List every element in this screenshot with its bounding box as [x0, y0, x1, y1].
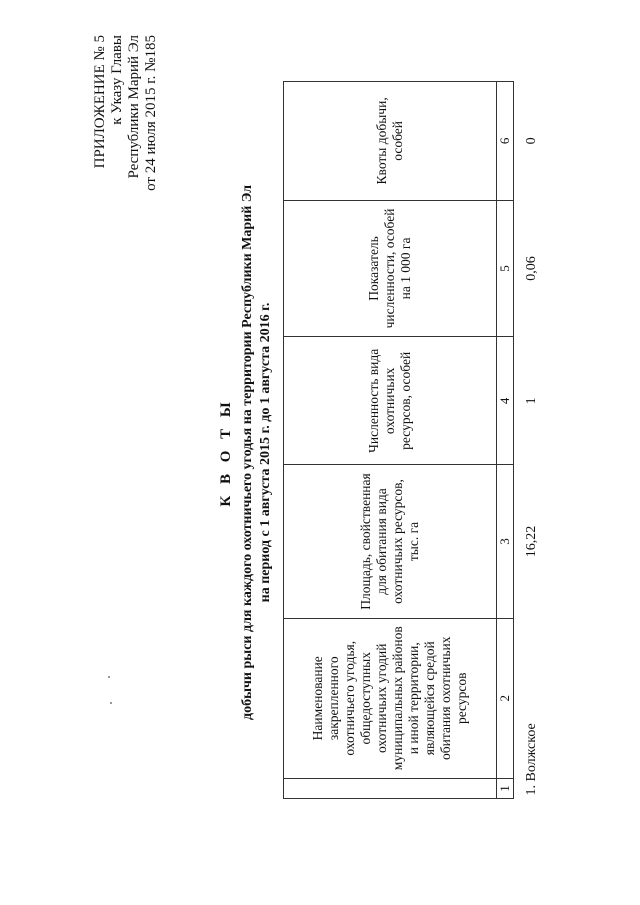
header-cell-number	[284, 778, 497, 798]
appendix-block	[92, 35, 160, 275]
table-header-row	[284, 82, 497, 799]
row-region: 1. Волжское	[524, 723, 539, 796]
row-index: 0,06	[524, 256, 539, 281]
column-number: 4	[497, 337, 514, 465]
table-row	[514, 82, 551, 799]
appendix-line-1: ПРИЛОЖЕНИЕ № 5	[92, 35, 108, 169]
appendix-line-2: к Указу Главы	[109, 35, 125, 125]
appendix-line-4: от 24 июля 2015 г. №185	[143, 35, 159, 191]
header-cell-index: Показатель численности, особей на 1 000 га	[284, 200, 497, 336]
column-number: 2	[497, 618, 514, 778]
document-subtitle: добычи рыси для каждого охотничьего угодья на территории Республики Марий Эл	[240, 185, 255, 720]
row-area: 16,22	[524, 525, 539, 558]
header-cell-quota: Квоты добычи, особей	[284, 82, 497, 201]
document-title: К В О Т Ы	[218, 398, 234, 507]
quota-table	[283, 81, 550, 799]
header-cell-name: Наименование закрепленного охотничьего угодья, общедоступных охотничьих угодий муниципальных районов и иной территории, являющейся средой обитания охотничьих ресурсов	[284, 618, 497, 778]
column-number: 5	[497, 200, 514, 336]
header-cell-area: Площадь, свойственная для обитания вида охотничьих ресурсов, тыс. га	[284, 465, 497, 618]
row-count: 1	[524, 397, 539, 405]
appendix-line-3: Республики Марий Эл	[126, 35, 142, 179]
column-number: 1	[497, 778, 514, 798]
document-period: на период с 1 августа 2015 г. до 1 августа 2016 г.	[258, 302, 273, 603]
column-number: 3	[497, 465, 514, 618]
header-cell-count: Численность вида охотничьих ресурсов, особей	[284, 337, 497, 465]
row-quota: 0	[524, 137, 539, 145]
column-number: 6	[497, 82, 514, 201]
column-number-row	[497, 82, 514, 799]
